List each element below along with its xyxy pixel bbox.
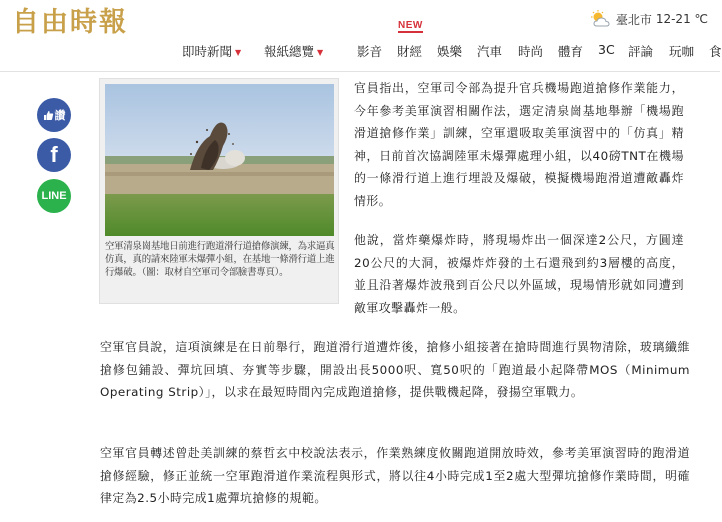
share-like-button[interactable]: 讚 bbox=[37, 98, 71, 132]
nav-item-3c[interactable]: 3C bbox=[598, 42, 615, 57]
new-badge: NEW bbox=[398, 20, 423, 31]
nav-item-entertainment[interactable]: 娛樂 bbox=[437, 44, 463, 59]
article-paragraph: 空軍官員轉述曾赴美訓練的蔡哲玄中校說法表示，作業熟練度攸關跑道開放時效，參考美軍演習時的跑滑道搶修經驗，修正並統一空軍跑滑道作業流程與形式，將以往4小時完成1至2處大型彈坑搶修作業時間，明確律定為2.5小時完成1處彈坑搶修的規範。 bbox=[100, 446, 690, 505]
nav-item-newspaper[interactable]: 報紙總覽 ▼ bbox=[264, 44, 324, 59]
nav-item-realtime-news[interactable]: 即時新聞 ▼ bbox=[182, 44, 242, 59]
article-paragraph: 官員指出，空軍司令部為提升官兵機場跑道搶修作業能力，今年參考美軍演習相關作法，選定清泉崗基地舉辦「機場跑滑道搶修作業」訓練，空軍還吸取美軍演習中的「仿真」精神，日前首次協調陸軍未爆彈處理小組，以40磅TNT在機場的一條滑行道上進行埋設及爆破，模擬機場跑滑道遭敵轟炸情形。 bbox=[354, 81, 684, 208]
article-paragraph: 他說，當炸藥爆炸時，將現場炸出一個深達2公尺，方圓達20公尺的大洞，被爆炸炸發的土石還飛到約3層樓的高度，並且沿著爆炸波飛到百公尺以外區域，現場情形就如同遭到敵軍攻擊轟炸一般。 bbox=[354, 233, 684, 315]
share-line-button[interactable] bbox=[37, 179, 71, 213]
nav-item-fashion[interactable]: 時尚 bbox=[518, 44, 544, 59]
nav-item-opinion[interactable]: 評論 bbox=[628, 44, 654, 59]
nav-item-playfun[interactable]: 玩咖 bbox=[669, 44, 695, 59]
site-logo[interactable]: 自由時報 bbox=[12, 7, 128, 38]
partly-cloudy-icon bbox=[590, 10, 612, 28]
weather-city: 臺北市 bbox=[615, 12, 652, 27]
nav-item-sports[interactable]: 體育 bbox=[558, 44, 584, 59]
site-header bbox=[0, 0, 720, 72]
main-nav bbox=[0, 38, 720, 64]
nav-item-food[interactable]: 食 bbox=[709, 44, 722, 59]
weather-widget[interactable] bbox=[590, 10, 708, 28]
caret-down-icon: ▼ bbox=[317, 48, 324, 57]
photo-caption: 空軍清泉崗基地日前進行跑道滑行道搶修演練，為求逼真仿真，真的請來陸軍未爆彈小組，在基地一條滑行道上進行爆破。（圖：取材自空軍司令部臉書專頁）。 bbox=[105, 241, 335, 278]
nav-item-video[interactable]: 影音 bbox=[357, 44, 383, 59]
nav-item-auto[interactable]: 汽車 bbox=[477, 44, 503, 59]
share-facebook-button[interactable] bbox=[37, 138, 71, 172]
nav-item-finance[interactable]: 財經 bbox=[397, 44, 423, 59]
article-paragraph: 空軍官員說，這項演練是在日前舉行，跑道滑行道遭炸後，搶修小組接著在搶時間進行異物清除，玻璃纖維搶修包鋪設、彈坑回填、夯實等步驟，開設出長5000呎、寬50呎的「跑道最小起降帶MOS（Minimum Operating Strip）」，以求在最短時間內完成跑道搶修，提供戰機起降，發揚空軍戰力。 bbox=[100, 340, 690, 399]
weather-temp: 12-21 ℃ bbox=[655, 12, 708, 26]
thumbs-up-icon bbox=[43, 110, 54, 121]
facebook-icon: f bbox=[50, 142, 58, 167]
caret-down-icon: ▼ bbox=[235, 48, 242, 57]
line-icon: LINE bbox=[41, 190, 67, 202]
article-figure bbox=[99, 78, 339, 304]
article-photo[interactable] bbox=[105, 84, 334, 236]
